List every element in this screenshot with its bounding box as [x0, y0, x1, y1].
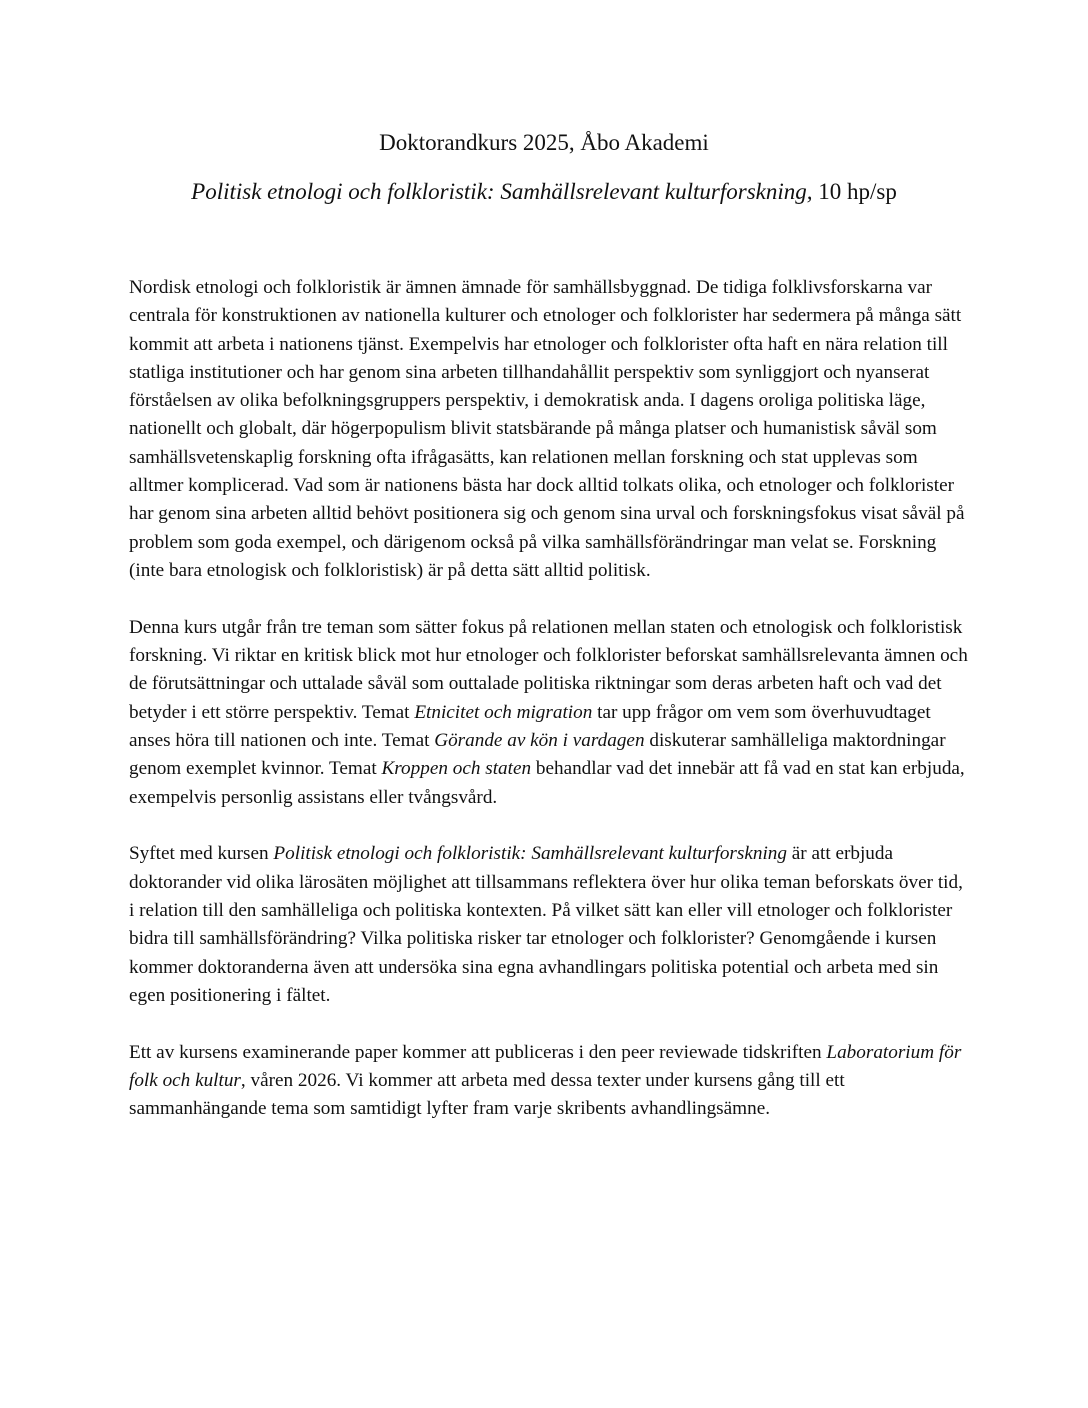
paragraph-purpose-text-1: Syftet med kursen — [129, 843, 274, 865]
paragraph-purpose — [129, 840, 969, 1010]
document-body — [129, 274, 969, 1152]
theme-body-state: Kroppen och staten — [381, 758, 532, 780]
paragraph-publication-text-2: , våren 2026. Vi kommer att arbeta med dessa texter under kursens gång till ett sammanhängande tema som samtidigt lyfter fram varje skribents avhandlingsämne. — [129, 1069, 845, 1120]
paragraph-publication-text-1: Ett av kursens examinerande paper kommer att publiceras i den peer reviewade tidskriften — [129, 1041, 827, 1063]
journal-name: Laboratorium för folk och kultur — [129, 1041, 962, 1091]
theme-gender: Görande av kön i vardagen — [434, 729, 645, 751]
paragraph-themes-text-3: diskuterar samhälleliga maktordningar genom exemplet kvinnor. Temat — [129, 729, 946, 780]
course-name-in-text: Politisk etnologi och folkloristik: Samhällsrelevant kulturforskning — [273, 843, 787, 865]
course-name-italic: Politisk etnologi och folkloristik: Samhällsrelevant kulturforskning, — [191, 179, 813, 204]
theme-ethnicity-migration: Etnicitet och migration — [414, 701, 593, 723]
paragraph-themes-text-2: tar upp frågor om vem som överhuvudtaget anses höra till nationen och inte. Temat — [129, 701, 931, 751]
paragraph-themes-text-4: behandlar vad det innebär att få vad en stat kan erbjuda, exempelvis personlig assistans eller tvångsvård. — [129, 758, 965, 808]
paragraph-purpose-text-2: är att erbjuda doktorander vid olika lärosäten möjlighet att tillsammans reflektera över hur olika teman beforskats över tid, i relation till den samhälleliga och politiska kontexten. På vilket sätt kan eller vill etnologer och folklorister bidra till samhällsförändring? Vilka politiska risker tar etnologer och folklorister? Genomgående i kursen kommer doktoranderna även att undersöka sina egna avhandlingars politiska potential och arbeta med sin egen positionering i fältet. — [129, 843, 963, 1006]
paragraph-themes — [129, 614, 969, 812]
document-subtitle — [0, 177, 1088, 207]
course-credits: 10 hp/sp — [812, 179, 897, 204]
paragraph-themes-text-1: Denna kurs utgår från tre teman som sätter fokus på relationen mellan staten och etnologisk och folkloristisk forskning. Vi riktar en kritisk blick mot hur etnologer och folklorister beforskat samhällsrelevanta ämnen och de förutsättningar och uttalade såväl som outtalade politiska riktningar som deras arbeten haft och vad det betyder i ett större perspektiv. Temat — [129, 616, 968, 723]
paragraph-publication — [129, 1039, 969, 1124]
document-title: Doktorandkurs 2025, Åbo Akademi — [379, 130, 709, 155]
paragraph-intro: Nordisk etnologi och folkloristik är ämnen ämnade för samhällsbyggnad. De tidiga folklivsforskarna var centrala för konstruktionen av nationella kulturer och etnologer och folklorister har sedermera på många sätt kommit att arbeta i nationens tjänst. Exempelvis har etnologer och folklorister ofta haft en nära relation till statliga institutioner och har genom sina arbeten tillhandahållit perspektiv som synliggjort och nyanserat förståelsen av olika befolkningsgruppers perspektiv, i demokratisk anda. I dagens oroliga politiska läge, nationellt och globalt, där högerpopulism blivit statsbärande på många platser och humanistisk såväl som samhällsvetenskaplig forskning ofta ifrågasätts, kan relationen mellan forskning och stat upplevas som alltmer komplicerad. Vad som är nationens bästa har dock alltid tolkats olika, och etnologer och folklorister har genom sina arbeten alltid behövt positionera sig och genom sina urval och forskningsfokus visat såväl på problem som goda exempel, och därigenom också på vilka samhällsförändringar man velat se. Forskning (inte bara etnologisk och folkloristisk) är på detta sätt alltid politisk. — [129, 277, 965, 581]
